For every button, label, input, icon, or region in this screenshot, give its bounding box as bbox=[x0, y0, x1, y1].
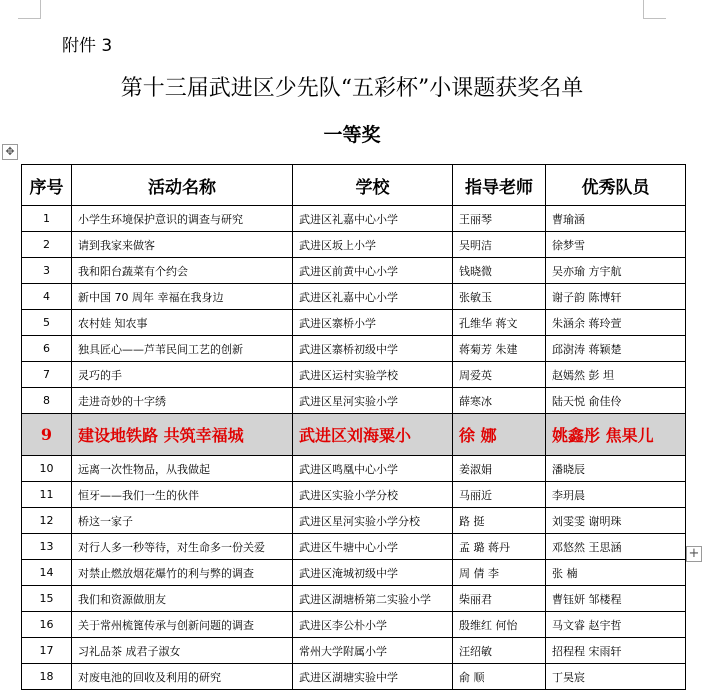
award-level-heading: 一等奖 bbox=[323, 124, 381, 146]
cell-school: 武进区前黄中心小学 bbox=[293, 258, 453, 284]
cell-teacher: 孟 璐 蒋丹 bbox=[453, 534, 546, 560]
cell-members: 朱涵余 蒋玲萱 bbox=[546, 310, 686, 336]
cell-school: 武进区星河实验小学分校 bbox=[293, 508, 453, 534]
cell-activity: 独具匠心——芦苇民间工艺的创新 bbox=[72, 336, 293, 362]
cell-number: 11 bbox=[22, 482, 72, 508]
table-row bbox=[22, 508, 686, 534]
table-header-row bbox=[22, 165, 686, 206]
table-row bbox=[22, 258, 686, 284]
attachment-label: 附件 3 bbox=[62, 36, 113, 56]
cell-school: 武进区湖塘桥第二实验小学 bbox=[293, 586, 453, 612]
cell-number: 4 bbox=[22, 284, 72, 310]
cell-teacher: 姜淑娟 bbox=[453, 456, 546, 482]
cell-number: 2 bbox=[22, 232, 72, 258]
cell-activity: 走进奇妙的十字绣 bbox=[72, 388, 293, 414]
cell-members: 邓悠然 王思涵 bbox=[546, 534, 686, 560]
cell-number: 8 bbox=[22, 388, 72, 414]
table-row bbox=[22, 638, 686, 664]
cell-school: 武进区李公朴小学 bbox=[293, 612, 453, 638]
col-header-activity: 活动名称 bbox=[72, 165, 293, 206]
table-row bbox=[22, 362, 686, 388]
cell-members: 招程程 宋雨轩 bbox=[546, 638, 686, 664]
cell-school: 武进区寨桥初级中学 bbox=[293, 336, 453, 362]
cell-activity: 对行人多一秒等待，对生命多一份关爱 bbox=[72, 534, 293, 560]
table-row bbox=[22, 664, 686, 690]
cell-teacher: 王丽琴 bbox=[453, 206, 546, 232]
cell-number: 17 bbox=[22, 638, 72, 664]
cell-teacher: 蒋菊芳 朱建 bbox=[453, 336, 546, 362]
cell-activity: 建设地铁路 共筑幸福城 bbox=[72, 414, 293, 456]
cell-number: 15 bbox=[22, 586, 72, 612]
cell-teacher: 吴明洁 bbox=[453, 232, 546, 258]
cell-activity: 恒牙——我们一生的伙伴 bbox=[72, 482, 293, 508]
add-row-plus-icon[interactable]: + bbox=[686, 546, 702, 562]
cell-school: 武进区星河实验小学 bbox=[293, 388, 453, 414]
cell-number: 3 bbox=[22, 258, 72, 284]
awards-table bbox=[21, 164, 686, 690]
cell-number: 13 bbox=[22, 534, 72, 560]
cell-school: 武进区刘海粟小 bbox=[293, 414, 453, 456]
cell-school: 武进区礼嘉中心小学 bbox=[293, 284, 453, 310]
table-row bbox=[22, 534, 686, 560]
cell-activity: 小学生环境保护意识的调查与研究 bbox=[72, 206, 293, 232]
table-move-handle-icon[interactable]: ✥ bbox=[2, 144, 18, 160]
cell-activity: 远离一次性物品，从我做起 bbox=[72, 456, 293, 482]
cell-members: 赵嫣然 彭 坦 bbox=[546, 362, 686, 388]
cell-number: 6 bbox=[22, 336, 72, 362]
cell-members: 姚鑫彤 焦果儿 bbox=[546, 414, 686, 456]
table-row bbox=[22, 482, 686, 508]
cell-members: 徐梦雪 bbox=[546, 232, 686, 258]
cell-members: 曹钰妍 邹楼程 bbox=[546, 586, 686, 612]
table-row bbox=[22, 456, 686, 482]
cell-number: 1 bbox=[22, 206, 72, 232]
col-header-number: 序号 bbox=[22, 165, 72, 206]
col-header-teacher: 指导老师 bbox=[453, 165, 546, 206]
cell-number: 7 bbox=[22, 362, 72, 388]
cell-number: 16 bbox=[22, 612, 72, 638]
document-title: 第十三届武进区少先队“五彩杯”小课题获奖名单 bbox=[120, 76, 584, 101]
cell-activity: 关于常州梳篦传承与创新问题的调查 bbox=[72, 612, 293, 638]
cell-members: 谢子韵 陈博轩 bbox=[546, 284, 686, 310]
cell-teacher: 汪绍敏 bbox=[453, 638, 546, 664]
cell-school: 武进区湖塘实验中学 bbox=[293, 664, 453, 690]
table-row bbox=[22, 232, 686, 258]
cell-number: 10 bbox=[22, 456, 72, 482]
cell-activity: 新中国 70 周年 幸福在我身边 bbox=[72, 284, 293, 310]
cell-activity: 我和阳台蔬菜有个约会 bbox=[72, 258, 293, 284]
cell-members: 李玥晨 bbox=[546, 482, 686, 508]
table-row bbox=[22, 560, 686, 586]
cell-members: 潘晓辰 bbox=[546, 456, 686, 482]
table-row bbox=[22, 206, 686, 232]
cell-school: 武进区坂上小学 bbox=[293, 232, 453, 258]
cell-teacher: 周 倩 李 bbox=[453, 560, 546, 586]
cell-activity: 对禁止燃放烟花爆竹的利与弊的调查 bbox=[72, 560, 293, 586]
cell-teacher: 马丽近 bbox=[453, 482, 546, 508]
cell-school: 武进区礼嘉中心小学 bbox=[293, 206, 453, 232]
table-row bbox=[22, 586, 686, 612]
cell-number: 14 bbox=[22, 560, 72, 586]
cell-school: 武进区运村实验学校 bbox=[293, 362, 453, 388]
table-row bbox=[22, 388, 686, 414]
page-corner-mark-left bbox=[18, 0, 41, 19]
page-corner-mark-right bbox=[643, 0, 666, 19]
cell-school: 武进区牛塘中心小学 bbox=[293, 534, 453, 560]
cell-number: 18 bbox=[22, 664, 72, 690]
cell-teacher: 薛寒冰 bbox=[453, 388, 546, 414]
cell-teacher: 孔维华 蒋文 bbox=[453, 310, 546, 336]
cell-teacher: 柴丽君 bbox=[453, 586, 546, 612]
table-row bbox=[22, 284, 686, 310]
cell-activity: 桥这一家子 bbox=[72, 508, 293, 534]
cell-teacher: 钱晓微 bbox=[453, 258, 546, 284]
cell-school: 武进区寨桥小学 bbox=[293, 310, 453, 336]
table-row bbox=[22, 414, 686, 456]
cell-activity: 灵巧的手 bbox=[72, 362, 293, 388]
cell-teacher: 殷维红 何怡 bbox=[453, 612, 546, 638]
cell-activity: 农村娃 知农事 bbox=[72, 310, 293, 336]
cell-activity: 请到我家来做客 bbox=[72, 232, 293, 258]
col-header-members: 优秀队员 bbox=[546, 165, 686, 206]
cell-members: 邱澍涛 蒋颖楚 bbox=[546, 336, 686, 362]
cell-members: 丁昊宸 bbox=[546, 664, 686, 690]
cell-members: 马文睿 赵宇哲 bbox=[546, 612, 686, 638]
cell-school: 武进区鸣凰中心小学 bbox=[293, 456, 453, 482]
cell-teacher: 徐 娜 bbox=[453, 414, 546, 456]
table-row bbox=[22, 336, 686, 362]
cell-teacher: 周爱英 bbox=[453, 362, 546, 388]
cell-teacher: 张敏玉 bbox=[453, 284, 546, 310]
col-header-school: 学校 bbox=[293, 165, 453, 206]
cell-members: 陆天悦 俞佳伶 bbox=[546, 388, 686, 414]
cell-members: 吴亦瑜 方宇航 bbox=[546, 258, 686, 284]
cell-school: 常州大学附属小学 bbox=[293, 638, 453, 664]
cell-number: 12 bbox=[22, 508, 72, 534]
cell-members: 刘雯雯 谢明珠 bbox=[546, 508, 686, 534]
cell-number: 5 bbox=[22, 310, 72, 336]
cell-number: 9 bbox=[22, 414, 72, 456]
cell-activity: 习礼品茶 成君子淑女 bbox=[72, 638, 293, 664]
table-row bbox=[22, 612, 686, 638]
table-row bbox=[22, 310, 686, 336]
cell-activity: 我们和资源做朋友 bbox=[72, 586, 293, 612]
cell-school: 武进区淹城初级中学 bbox=[293, 560, 453, 586]
cell-members: 曹瑜涵 bbox=[546, 206, 686, 232]
cell-members: 张 楠 bbox=[546, 560, 686, 586]
cell-activity: 对废电池的回收及利用的研究 bbox=[72, 664, 293, 690]
cell-teacher: 俞 顺 bbox=[453, 664, 546, 690]
cell-school: 武进区实验小学分校 bbox=[293, 482, 453, 508]
cell-teacher: 路 挺 bbox=[453, 508, 546, 534]
